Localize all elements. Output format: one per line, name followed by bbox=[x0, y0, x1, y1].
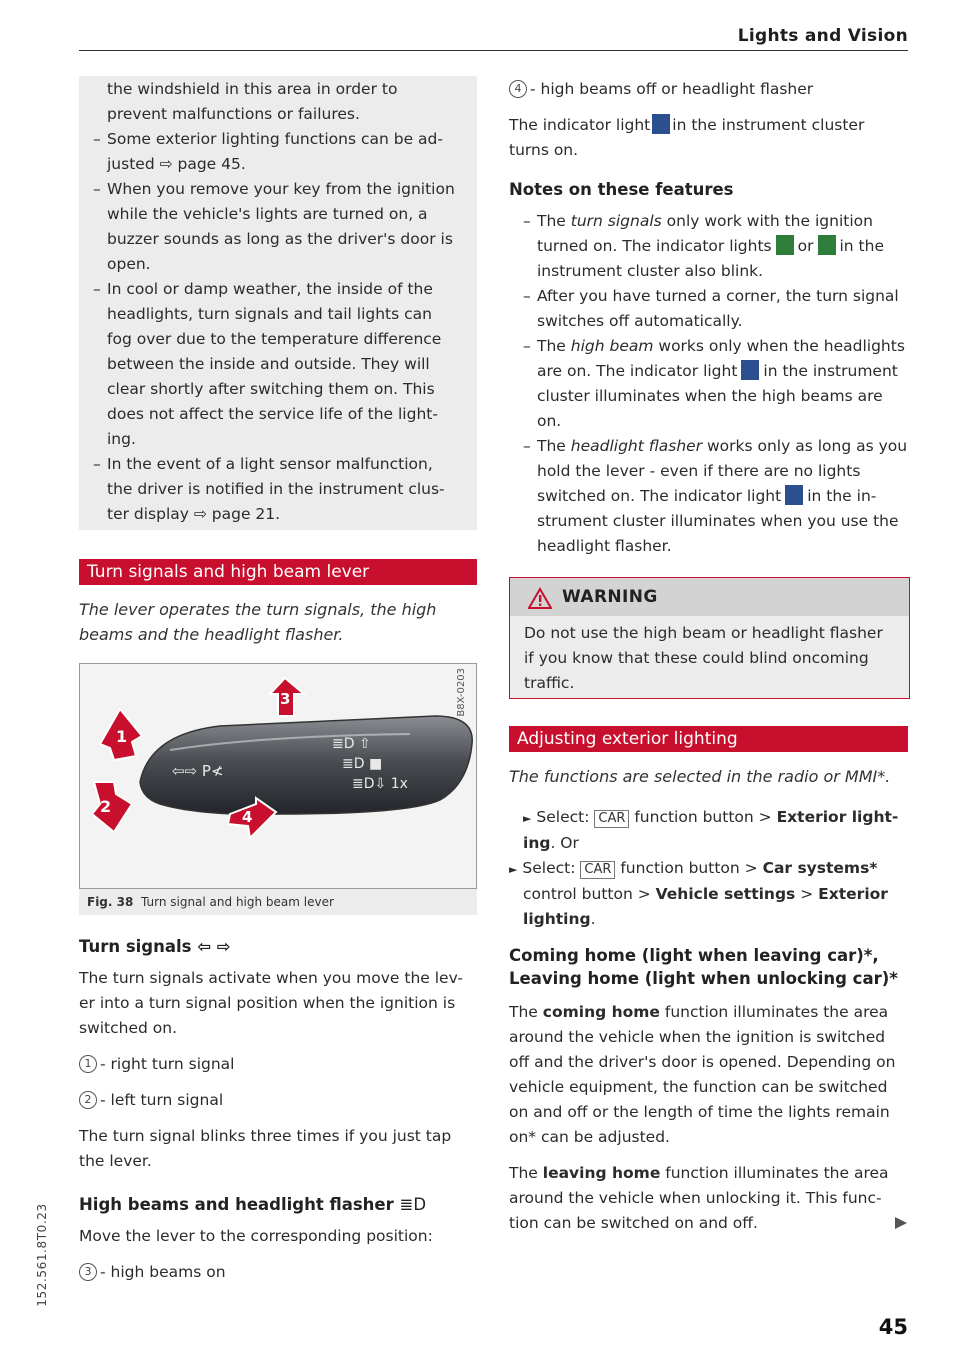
box-line: while the vehicle's lights are turned on, a bbox=[107, 205, 428, 223]
warning-box: WARNING Do not use the high beam or headlight flasher if you know that these could blind oncoming traffic. bbox=[509, 577, 910, 699]
box-line: open. bbox=[107, 255, 151, 273]
turn-signals-section: Turn signals ⇦ ⇨ The turn signals activate when you move the lev- er into a turn signal position when the ignition is switched on. 1 - right turn signal 2 - left turn signal The turn signal blinks three times if you just tap the lever. bbox=[79, 935, 479, 1174]
note-line: – After you have turned a corner, the turn signal bbox=[523, 287, 899, 305]
box-line: the windshield in this area in order to bbox=[107, 80, 398, 98]
coming-para-line: on and off or the length of time the lights remain bbox=[509, 1103, 890, 1121]
notes-heading: Notes on these features bbox=[509, 180, 734, 199]
note-line: turned on. The indicator lights or in the bbox=[537, 237, 884, 255]
leaving-para-line: around the vehicle when unlocking it. This func- bbox=[509, 1189, 882, 1207]
svg-text:⇦⇨ P≮: ⇦⇨ P≮ bbox=[172, 762, 224, 780]
note-line: on. bbox=[537, 412, 562, 430]
number-1-icon: 1 bbox=[79, 1055, 97, 1073]
page-number: 45 bbox=[878, 1315, 908, 1339]
box-line: ter display ⇨ page 21. bbox=[107, 505, 281, 523]
box-line: the driver is notified in the instrument clus- bbox=[107, 480, 445, 498]
svg-text:≣D ■: ≣D ■ bbox=[342, 756, 383, 772]
box-line: – Some exterior lighting functions can be ad- bbox=[93, 130, 443, 148]
number-4-icon: 4 bbox=[509, 80, 527, 98]
box-line: headlights, turn signals and tail lights can bbox=[107, 305, 432, 323]
notes-box bbox=[79, 76, 477, 530]
box-line: does not affect the service life of the light- bbox=[107, 405, 438, 423]
page-header-title: Lights and Vision bbox=[737, 26, 908, 46]
leaving-para-line: tion can be switched on and off. bbox=[509, 1214, 758, 1232]
warning-title: WARNING bbox=[562, 587, 658, 607]
svg-text:4: 4 bbox=[242, 808, 253, 826]
figure-38 bbox=[79, 663, 477, 915]
coming-home-section bbox=[509, 1000, 909, 1236]
note-line: hold the lever - even if there are no lights bbox=[537, 462, 861, 480]
note-line: – The headlight flasher works only as long as you bbox=[523, 437, 908, 455]
coming-home-heading: Coming home (light when leaving car)*, Leaving home (light when unlocking car)* bbox=[509, 946, 898, 988]
box-line: buzzer sounds as long as the driver's door is bbox=[107, 230, 453, 248]
car-button: CAR bbox=[594, 810, 629, 828]
figure-caption: Fig. 38 Turn signal and high beam lever bbox=[87, 895, 334, 909]
right-column-top: 4 - high beams off or headlight flasher The indicator light in the instrument cluster turns on. Notes on these features – The turn signals only work with the ignition turned on. The indicator lights or in the instrument cluster also blink. – After you have turned a corner, the turn signal switches off automatically. – The high beam works only when the headlights are on. The indicator light in the instrument cluster illuminates when the high beams are on. – The headlight flasher works only as long as you hold the lever - even if there are no lights switched on. The indicator light in the in- strument cluster illuminates when you use the headlight flasher. bbox=[509, 77, 909, 559]
box-line: fog over due to the temperature difference bbox=[107, 330, 442, 348]
note-line: are on. The indicator light in the instrument bbox=[537, 362, 898, 380]
high-beam-indicator-icon bbox=[741, 360, 759, 380]
svg-text:B8X-0203: B8X-0203 bbox=[456, 668, 467, 717]
lever-illustration bbox=[79, 663, 477, 889]
high-beam-indicator-icon bbox=[652, 114, 670, 134]
coming-para-line: The coming home function illuminates the area bbox=[509, 1003, 889, 1021]
section-title-exterior-lighting: Adjusting exterior lighting bbox=[509, 726, 908, 752]
note-line: cluster illuminates when the high beams are bbox=[537, 387, 883, 405]
high-beam-indicator-icon bbox=[785, 485, 803, 505]
leaving-para-line: The leaving home function illuminates the area bbox=[509, 1164, 889, 1182]
turn-signals-heading: Turn signals ⇦ ⇨ bbox=[79, 937, 231, 956]
box-line: – In the event of a light sensor malfunction, bbox=[93, 455, 433, 473]
note-line: instrument cluster also blink. bbox=[537, 262, 764, 280]
svg-text:3: 3 bbox=[280, 690, 291, 708]
high-beam-icon: ≣D bbox=[399, 1195, 427, 1214]
warning-triangle-icon bbox=[528, 587, 552, 609]
box-line: – When you remove your key from the ignition bbox=[93, 180, 455, 198]
section-title-turn-signals: Turn signals and high beam lever bbox=[79, 559, 477, 585]
number-3-icon: 3 bbox=[79, 1263, 97, 1281]
note-line: switches off automatically. bbox=[537, 312, 743, 330]
note-line: strument cluster illuminates when you use the bbox=[537, 512, 899, 530]
section-intro: The lever operates the turn signals, the high beams and the headlight flasher. bbox=[79, 600, 437, 644]
coming-para-line: around the vehicle when the ignition is switched bbox=[509, 1028, 886, 1046]
note-line: headlight flasher. bbox=[537, 537, 672, 555]
svg-text:2: 2 bbox=[100, 797, 112, 816]
svg-text:≣D⇩ 1x: ≣D⇩ 1x bbox=[352, 776, 408, 792]
car-button: CAR bbox=[580, 861, 615, 879]
svg-text:≣D ⇧: ≣D ⇧ bbox=[332, 736, 371, 752]
header-rule bbox=[79, 50, 908, 51]
box-line: justed ⇨ page 45. bbox=[107, 155, 246, 173]
box-line: between the inside and outside. They will bbox=[107, 355, 430, 373]
side-document-code: 152.561.8T0.23 bbox=[35, 1203, 49, 1307]
high-beams-section: High beams and headlight flasher ≣D Move the lever to the corresponding position: 3 - high beams on bbox=[79, 1195, 433, 1281]
high-beams-heading: High beams and headlight flasher bbox=[79, 1195, 394, 1214]
turn-left-indicator-icon bbox=[776, 235, 794, 255]
coming-para-line: vehicle equipment, the function can be switched bbox=[509, 1078, 888, 1096]
continue-arrow-icon bbox=[894, 1216, 908, 1230]
coming-para-line: off and the driver's door is opened. Depending on bbox=[509, 1053, 896, 1071]
svg-text:1: 1 bbox=[116, 727, 128, 746]
note-line: switched on. The indicator light in the in- bbox=[537, 487, 877, 505]
note-line: – The high beam works only when the headlights bbox=[523, 337, 905, 355]
coming-para-line: on* can be adjusted. bbox=[509, 1128, 670, 1146]
exterior-steps: ► Select: CAR function button > Exterior light- ing. Or ► Select: CAR function button > Car systems* control button > Vehicle settings > Exterior lighting. bbox=[509, 808, 899, 928]
box-line: prevent malfunctions or failures. bbox=[107, 105, 360, 123]
note-line: – The turn signals only work with the ignition bbox=[523, 212, 873, 230]
turn-right-indicator-icon bbox=[818, 235, 836, 255]
exterior-intro: The functions are selected in the radio or MMI*. bbox=[509, 767, 891, 786]
box-line: clear shortly after switching them on. This bbox=[107, 380, 435, 398]
box-line: ing. bbox=[107, 430, 136, 448]
number-2-icon: 2 bbox=[79, 1091, 97, 1109]
box-line: – In cool or damp weather, the inside of the bbox=[93, 280, 433, 298]
